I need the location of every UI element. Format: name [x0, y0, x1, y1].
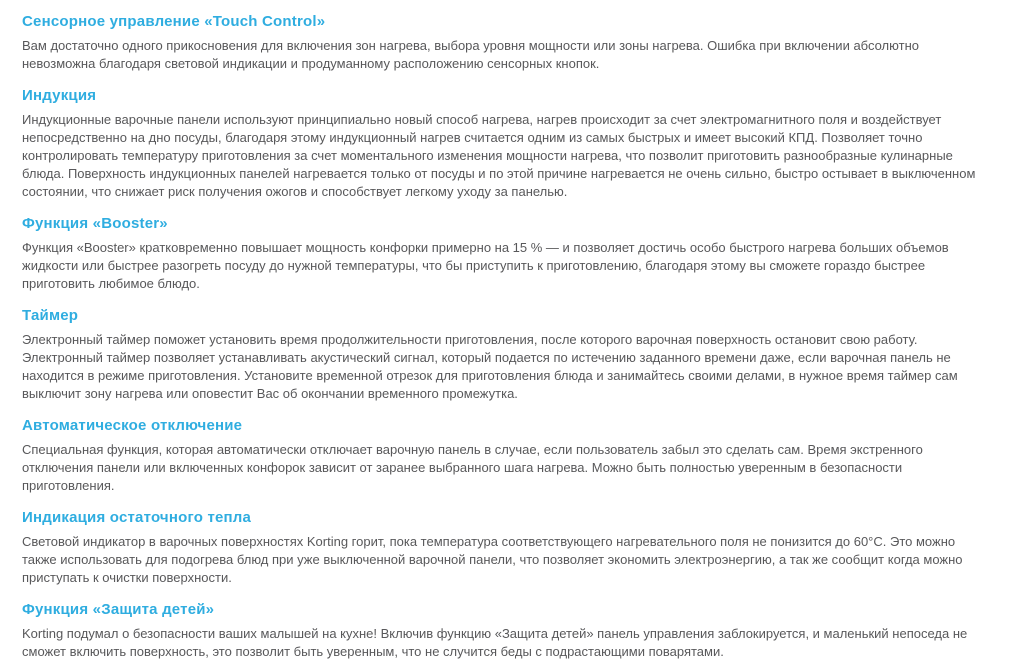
feature-section-auto-shutoff [22, 416, 990, 495]
feature-heading-touch-control: Сенсорное управление «Touch Control» [22, 13, 326, 30]
feature-heading-residual-heat: Индикация остаточного тепла [22, 509, 252, 526]
feature-body-auto-shutoff: Специальная функция, которая автоматически отключает варочную панель в случае, если пользователь забыл это сделать сам. Время экстренного отключения панели или включенных конфорок зависит от заранее выбранного шага нагрева. Можно быть полностью уверенным в безопасности приготовления. [22, 442, 923, 493]
feature-heading-child-lock: Функция «Защита детей» [22, 601, 215, 618]
feature-heading-auto-shutoff: Автоматическое отключение [22, 417, 243, 434]
feature-body-residual-heat: Световой индикатор в варочных поверхностях Korting горит, пока температура соответствующего нагревательного поля не понизится до 60°C. Это можно также использовать для подогрева блюд при уже выключенной варочной панели, что позволяет экономить электроэнергию, а так же сообщит когда можно приступать к очистки поверхности. [22, 534, 963, 585]
feature-body-touch-control: Вам достаточно одного прикосновения для включения зон нагрева, выбора уровня мощности или зоны нагрева. Ошибка при включении абсолютно невозможна благодаря световой индикации и продуманному расположению сенсорных кнопок. [22, 38, 919, 71]
feature-section-induction [22, 86, 990, 201]
feature-body-timer: Электронный таймер поможет установить время продолжительности приготовления, после которого варочная поверхность остановит свою работу. Электронный таймер позволяет устанавливать акустический сигнал, который подается по истечению заданного времени даже, если варочная панель не находится в режиме приготовления. Установите временной отрезок для приготовления блюда и занимайтесь своими делами, в нужное время таймер сам выключит зону нагрева или оповестит Вас об окончании временного промежутка. [22, 332, 958, 401]
feature-heading-timer: Таймер [22, 307, 79, 324]
feature-section-touch-control [22, 12, 990, 73]
feature-section-child-lock [22, 600, 990, 661]
feature-section-timer [22, 306, 990, 403]
feature-body-induction: Индукционные варочные панели используют принципиально новый способ нагрева, нагрев происходит за счет электромагнитного поля и воздействует непосредственно на дно посуды, благодаря этому индукционный нагрев считается одним из самых быстрых и имеет высокий КПД. Позволяет точно контролировать температуру приготовления за счет моментального изменения мощности нагрева, что позволит приготовить разнообразные кулинарные блюда. Поверхность индукционных панелей нагревается только от посуды и по этой причине нагревается не очень сильно, быстро остывает в выключенном состоянии, что снижает риск получения ожогов и способствует легкому уходу за панелью. [22, 112, 976, 199]
feature-heading-booster: Функция «Booster» [22, 215, 168, 232]
feature-section-residual-heat [22, 508, 990, 587]
feature-section-booster [22, 214, 990, 293]
feature-heading-induction: Индукция [22, 87, 97, 104]
feature-body-booster: Функция «Booster» кратковременно повышает мощность конфорки примерно на 15 % — и позволяет достичь особо быстрого нагрева больших объемов жидкости или быстрее разогреть посуду до нужной температуры, что бы приступить к приготовлению, благодаря этому вы сможете гораздо быстрее приготовить любимое блюдо. [22, 240, 949, 291]
feature-body-child-lock: Korting подумал о безопасности ваших малышей на кухне! Включив функцию «Защита детей» панель управления заблокируется, и маленький непоседа не сможет включить поверхность, это позволит быть уверенным, что не случится беды с подрастающими поварятами. [22, 626, 968, 659]
